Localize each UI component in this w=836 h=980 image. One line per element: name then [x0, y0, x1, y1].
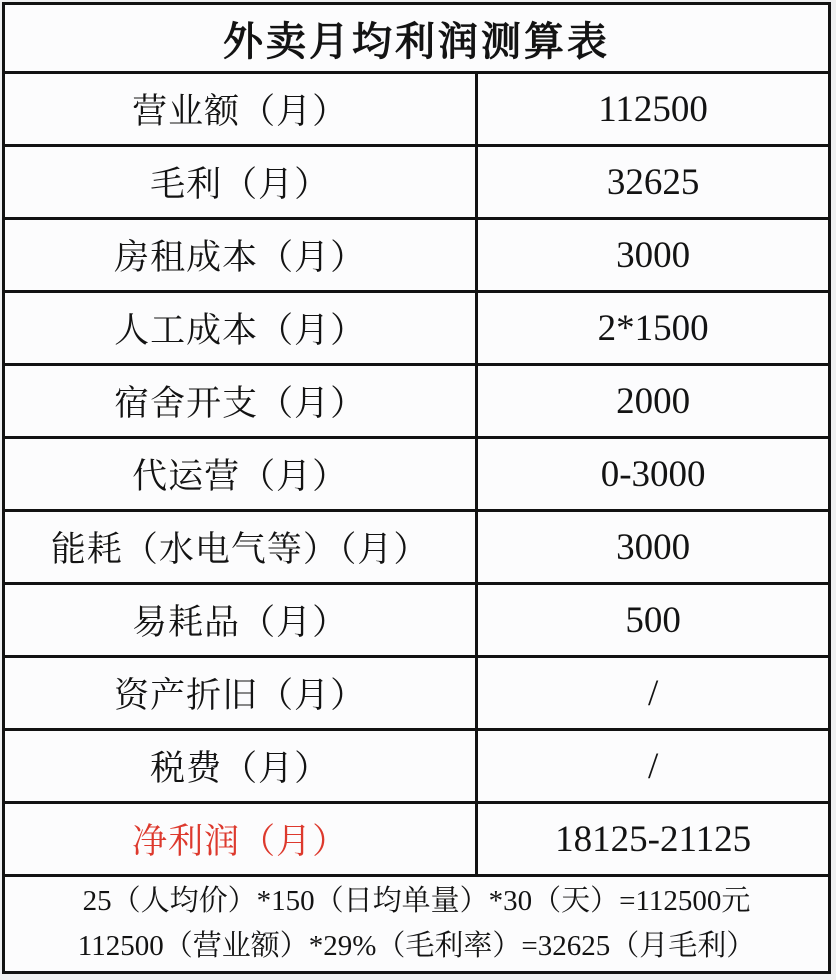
row-label: 人工成本（月）: [5, 293, 478, 363]
row-value: 112500: [598, 88, 708, 130]
row-label: 税费（月）: [5, 731, 478, 801]
row-label: 代运营（月）: [5, 439, 478, 509]
table-row-gross-profit: [5, 144, 828, 217]
table-row-energy-cost: [5, 509, 828, 582]
table-row-dormitory-expense: [5, 363, 828, 436]
profit-table: [2, 2, 831, 974]
row-value: /: [647, 672, 659, 714]
row-label: 房租成本（月）: [5, 220, 478, 290]
row-value-net-profit: 18125-21125: [555, 818, 752, 860]
row-label: 毛利（月）: [5, 147, 478, 217]
calculation-notes: [5, 874, 828, 971]
row-value: 0-3000: [600, 453, 706, 495]
row-value: 2*1500: [597, 307, 709, 349]
row-label: 资产折旧（月）: [5, 658, 478, 728]
gross-profit-formula-line: 112500（营业额）*29%（毛利率）=32625（月毛利）: [77, 930, 756, 962]
row-value: 500: [625, 599, 681, 641]
table-row-rent-cost: [5, 217, 828, 290]
row-label: 易耗品（月）: [5, 585, 478, 655]
row-value: /: [647, 745, 659, 787]
row-value: 3000: [616, 234, 691, 276]
table-title: 外卖月均利润测算表: [223, 18, 610, 64]
row-value: 3000: [616, 526, 691, 568]
row-value: 2000: [616, 380, 691, 422]
table-row-taxes: [5, 728, 828, 801]
row-label: 能耗（水电气等）（月）: [5, 512, 478, 582]
row-label: 宿舍开支（月）: [5, 366, 478, 436]
row-label: 营业额（月）: [5, 74, 478, 144]
table-row-net-profit: [5, 801, 828, 874]
table-row-labor-cost: [5, 290, 828, 363]
table-row-consumables: [5, 582, 828, 655]
row-label-net-profit: 净利润（月）: [5, 804, 478, 874]
revenue-formula-line: 25（人均价）*150（日均单量）*30（天）=112500元: [82, 885, 751, 918]
table-row-agency-operation: [5, 436, 828, 509]
table-row-revenue: [5, 71, 828, 144]
row-value: 32625: [606, 161, 700, 203]
table-row-asset-depreciation: [5, 655, 828, 728]
